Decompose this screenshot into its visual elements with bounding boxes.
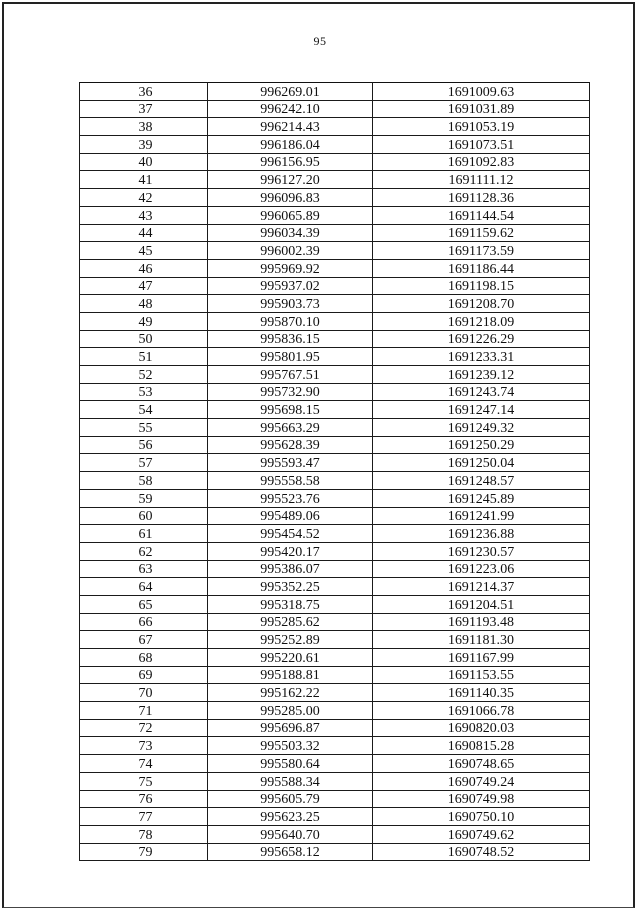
table-row [80,702,590,720]
x-coordinate-cell: 995937.02 [208,277,373,295]
point-number-cell: 37 [80,100,208,118]
table-row [80,507,590,525]
x-coordinate-cell: 995252.89 [208,631,373,649]
x-coordinate-cell: 996269.01 [208,83,373,101]
y-coordinate-cell: 1691236.88 [373,525,590,543]
x-coordinate-cell: 995640.70 [208,825,373,843]
y-coordinate-cell: 1690749.98 [373,790,590,808]
x-coordinate-cell: 995318.75 [208,595,373,613]
table-body [80,83,590,861]
point-number-cell: 46 [80,259,208,277]
y-coordinate-cell: 1690749.24 [373,772,590,790]
point-number-cell: 58 [80,472,208,490]
y-coordinate-cell: 1690750.10 [373,808,590,826]
y-coordinate-cell: 1691226.29 [373,330,590,348]
x-coordinate-cell: 995588.34 [208,772,373,790]
point-number-cell: 55 [80,419,208,437]
y-coordinate-cell: 1691250.04 [373,454,590,472]
y-coordinate-cell: 1691198.15 [373,277,590,295]
point-number-cell: 78 [80,825,208,843]
table-row [80,808,590,826]
x-coordinate-cell: 995188.81 [208,666,373,684]
y-coordinate-cell: 1691248.57 [373,472,590,490]
table-row [80,719,590,737]
point-number-cell: 48 [80,295,208,313]
y-coordinate-cell: 1691208.70 [373,295,590,313]
point-number-cell: 50 [80,330,208,348]
y-coordinate-cell: 1691193.48 [373,613,590,631]
table-row [80,189,590,207]
table-row [80,83,590,101]
x-coordinate-cell: 995420.17 [208,542,373,560]
table-row [80,383,590,401]
x-coordinate-cell: 995698.15 [208,401,373,419]
table-row [80,560,590,578]
y-coordinate-cell: 1691186.44 [373,259,590,277]
y-coordinate-cell: 1691128.36 [373,189,590,207]
table-row [80,153,590,171]
table-row [80,755,590,773]
table-row [80,259,590,277]
x-coordinate-cell: 995523.76 [208,489,373,507]
point-number-cell: 67 [80,631,208,649]
y-coordinate-cell: 1690815.28 [373,737,590,755]
x-coordinate-cell: 995663.29 [208,419,373,437]
y-coordinate-cell: 1691053.19 [373,118,590,136]
x-coordinate-cell: 995658.12 [208,843,373,861]
y-coordinate-cell: 1690749.62 [373,825,590,843]
y-coordinate-cell: 1691243.74 [373,383,590,401]
y-coordinate-cell: 1691159.62 [373,224,590,242]
point-number-cell: 79 [80,843,208,861]
point-number-cell: 56 [80,436,208,454]
y-coordinate-cell: 1691153.55 [373,666,590,684]
x-coordinate-cell: 995503.32 [208,737,373,755]
table-row [80,171,590,189]
point-number-cell: 43 [80,206,208,224]
point-number-cell: 44 [80,224,208,242]
y-coordinate-cell: 1691204.51 [373,595,590,613]
point-number-cell: 73 [80,737,208,755]
point-number-cell: 66 [80,613,208,631]
x-coordinate-cell: 995162.22 [208,684,373,702]
y-coordinate-cell: 1691173.59 [373,242,590,260]
x-coordinate-cell: 996065.89 [208,206,373,224]
point-number-cell: 36 [80,83,208,101]
table-row [80,578,590,596]
x-coordinate-cell: 995285.00 [208,702,373,720]
y-coordinate-cell: 1691247.14 [373,401,590,419]
table-row [80,100,590,118]
point-number-cell: 42 [80,189,208,207]
point-number-cell: 47 [80,277,208,295]
table-row [80,277,590,295]
y-coordinate-cell: 1690820.03 [373,719,590,737]
table-row [80,525,590,543]
table-row [80,825,590,843]
x-coordinate-cell: 995580.64 [208,755,373,773]
x-coordinate-cell: 995870.10 [208,312,373,330]
y-coordinate-cell: 1691092.83 [373,153,590,171]
table-row [80,206,590,224]
y-coordinate-cell: 1691218.09 [373,312,590,330]
x-coordinate-cell: 995558.58 [208,472,373,490]
table-row [80,348,590,366]
table-row [80,118,590,136]
y-coordinate-cell: 1691181.30 [373,631,590,649]
table-row [80,312,590,330]
point-number-cell: 69 [80,666,208,684]
x-coordinate-cell: 995836.15 [208,330,373,348]
point-number-cell: 51 [80,348,208,366]
x-coordinate-cell: 995220.61 [208,649,373,667]
table-row [80,613,590,631]
table-row [80,595,590,613]
point-number-cell: 45 [80,242,208,260]
point-number-cell: 70 [80,684,208,702]
y-coordinate-cell: 1691031.89 [373,100,590,118]
table-row [80,224,590,242]
table-row [80,542,590,560]
x-coordinate-cell: 996156.95 [208,153,373,171]
x-coordinate-cell: 996242.10 [208,100,373,118]
x-coordinate-cell: 995593.47 [208,454,373,472]
table-row [80,843,590,861]
x-coordinate-cell: 995801.95 [208,348,373,366]
table-row [80,454,590,472]
table-row [80,295,590,313]
coordinates-table [79,82,590,861]
x-coordinate-cell: 996127.20 [208,171,373,189]
x-coordinate-cell: 995767.51 [208,366,373,384]
x-coordinate-cell: 996002.39 [208,242,373,260]
x-coordinate-cell: 996214.43 [208,118,373,136]
x-coordinate-cell: 995352.25 [208,578,373,596]
table-row [80,242,590,260]
x-coordinate-cell: 995454.52 [208,525,373,543]
table-row [80,631,590,649]
point-number-cell: 74 [80,755,208,773]
point-number-cell: 38 [80,118,208,136]
y-coordinate-cell: 1691140.35 [373,684,590,702]
point-number-cell: 77 [80,808,208,826]
x-coordinate-cell: 995489.06 [208,507,373,525]
point-number-cell: 76 [80,790,208,808]
x-coordinate-cell: 995969.92 [208,259,373,277]
x-coordinate-cell: 996034.39 [208,224,373,242]
y-coordinate-cell: 1691009.63 [373,83,590,101]
y-coordinate-cell: 1691073.51 [373,136,590,154]
x-coordinate-cell: 995628.39 [208,436,373,454]
table-row [80,401,590,419]
x-coordinate-cell: 995285.62 [208,613,373,631]
point-number-cell: 39 [80,136,208,154]
x-coordinate-cell: 995732.90 [208,383,373,401]
table-row [80,136,590,154]
point-number-cell: 71 [80,702,208,720]
y-coordinate-cell: 1691250.29 [373,436,590,454]
point-number-cell: 49 [80,312,208,330]
x-coordinate-cell: 995623.25 [208,808,373,826]
point-number-cell: 62 [80,542,208,560]
table-row [80,330,590,348]
table-row [80,684,590,702]
table-row [80,737,590,755]
page-number: 95 [313,34,327,48]
point-number-cell: 60 [80,507,208,525]
x-coordinate-cell: 995605.79 [208,790,373,808]
y-coordinate-cell: 1691214.37 [373,578,590,596]
table-row [80,472,590,490]
y-coordinate-cell: 1691239.12 [373,366,590,384]
y-coordinate-cell: 1691223.06 [373,560,590,578]
y-coordinate-cell: 1691144.54 [373,206,590,224]
y-coordinate-cell: 1690748.52 [373,843,590,861]
point-number-cell: 41 [80,171,208,189]
point-number-cell: 65 [80,595,208,613]
y-coordinate-cell: 1691249.32 [373,419,590,437]
y-coordinate-cell: 1691241.99 [373,507,590,525]
point-number-cell: 57 [80,454,208,472]
x-coordinate-cell: 995903.73 [208,295,373,313]
table-row [80,790,590,808]
y-coordinate-cell: 1691245.89 [373,489,590,507]
x-coordinate-cell: 995386.07 [208,560,373,578]
table-row [80,419,590,437]
x-coordinate-cell: 995696.87 [208,719,373,737]
point-number-cell: 61 [80,525,208,543]
y-coordinate-cell: 1691230.57 [373,542,590,560]
point-number-cell: 53 [80,383,208,401]
y-coordinate-cell: 1691167.99 [373,649,590,667]
table-row [80,772,590,790]
point-number-cell: 59 [80,489,208,507]
x-coordinate-cell: 996186.04 [208,136,373,154]
table-row [80,436,590,454]
y-coordinate-cell: 1690748.65 [373,755,590,773]
y-coordinate-cell: 1691233.31 [373,348,590,366]
point-number-cell: 68 [80,649,208,667]
point-number-cell: 52 [80,366,208,384]
point-number-cell: 64 [80,578,208,596]
table-row [80,649,590,667]
table-row [80,489,590,507]
point-number-cell: 75 [80,772,208,790]
table-row [80,666,590,684]
y-coordinate-cell: 1691111.12 [373,171,590,189]
y-coordinate-cell: 1691066.78 [373,702,590,720]
point-number-cell: 63 [80,560,208,578]
point-number-cell: 54 [80,401,208,419]
point-number-cell: 72 [80,719,208,737]
x-coordinate-cell: 996096.83 [208,189,373,207]
point-number-cell: 40 [80,153,208,171]
table-row [80,366,590,384]
